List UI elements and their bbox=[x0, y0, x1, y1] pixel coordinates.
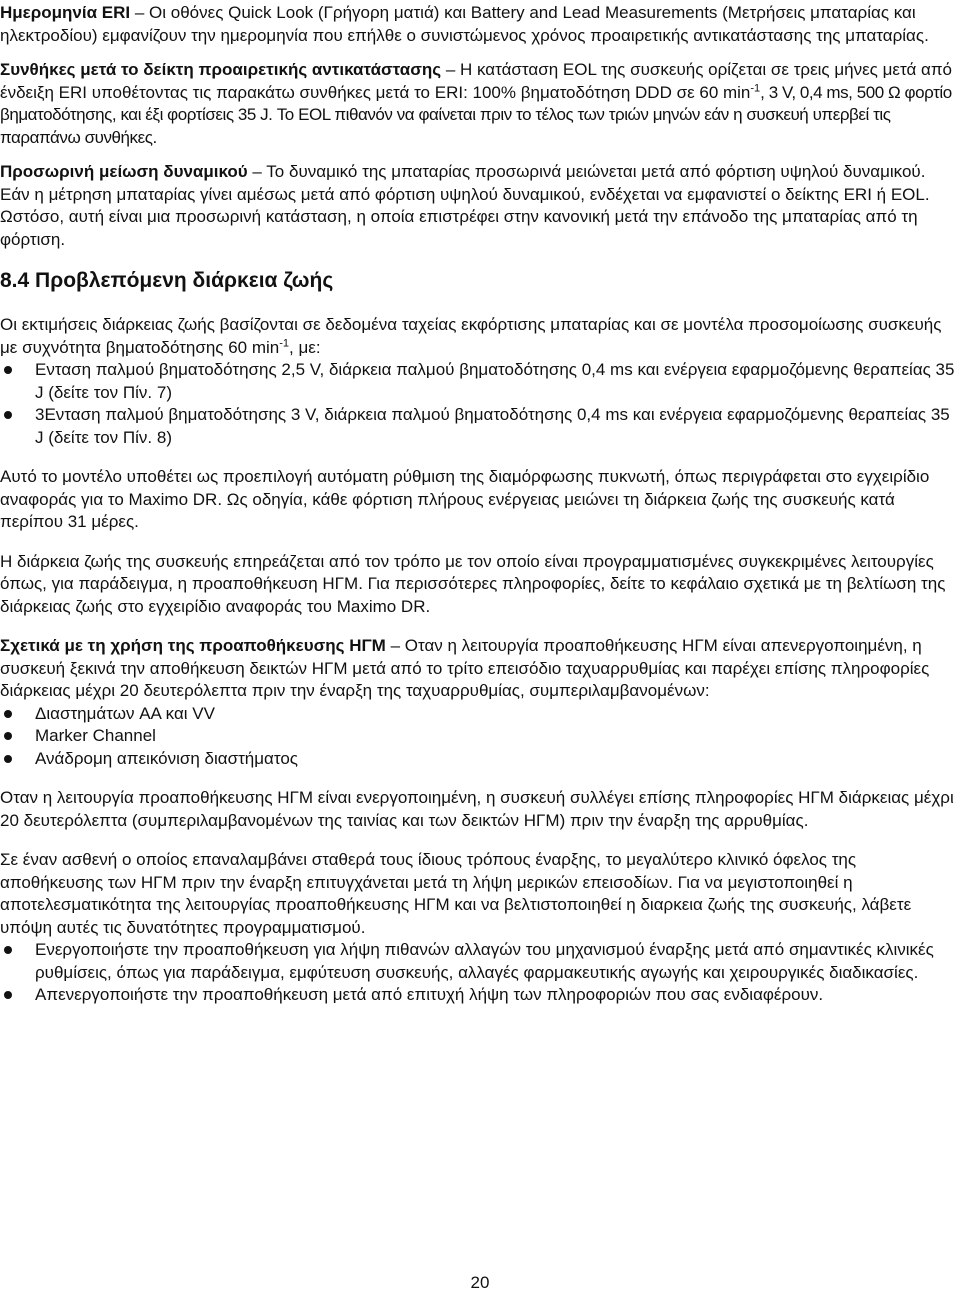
bullet-icon bbox=[4, 732, 12, 740]
bullet-icon bbox=[4, 946, 12, 954]
bullet-list-stored-items bbox=[0, 703, 958, 771]
paragraph-patient-onset: Σε έναν ασθενή ο οποίος επαναλαμβάνει σταθερά τους ίδιους τρόπους έναρξης, το μεγαλύτερο κλινικό όφελος της αποθήκευσης των ΗΓΜ πριν την έναρξη επιτυγχάνεται μετά τη λήψη μερικών επεισοδίων. Για να μεγιστοποιηθεί η αποτελεσματικότητα της λειτουργίας προαποθήκευσης ΗΓΜ και να βελτιστοποιηθεί η διαρκεια ζωής της συσκευής, λάβετε υπόψη αυτές τις δυνατότητες προγραμματισμού. bbox=[0, 850, 912, 937]
document-page bbox=[0, 2, 958, 1007]
temporary-voltage-drop-text: – Το δυναμικό της μπαταρίας προσωρινά μειώνεται μετά από φόρτιση υψηλού δυναμικού. Εάν η μέτρηση μπαταρίας γίνει αμέσως μετά από φόρτιση υψηλού δυναμικού, ενδέχεται να εμφανιστεί ο δείκτης ERI ή EOL. Ωστόσο, αυτή είναι μια προσωρινή κατάσταση, η οποία επιστρέφει στην κανονική μετά την επάνοδο της μπαταρίας από τη φόρτιση. bbox=[0, 162, 930, 249]
list-item-text: Marker Channel bbox=[35, 726, 156, 745]
estimates-text-a: Οι εκτιμήσεις διάρκειας ζωής βασίζονται σε δεδομένα ταχείας εκφόρτισης μπαταρίας και σε μοντέλα προσομοίωσης συσκευής με συχνότητα βηματοδότησης 60 min bbox=[0, 315, 942, 357]
list-item bbox=[0, 748, 958, 771]
term-egm-prestore: Σχετικά με τη χρήση της προαποθήκευσης ΗΓΜ bbox=[0, 636, 386, 655]
paragraph-model: Αυτό το μοντέλο υποθέτει ως προεπιλογή αυτόματη ρύθμιση της διαμόρφωσης πυκνωτή, όπως περιγράφεται στο εγχειρίδιο αναφοράς για το Maximo DR. Ως οδηγία, κάθε φόρτιση πλήρους ενέργειας μειώνει τη διάρκεια ζωής της συσκευής κατά περίπου 31 μέρες. bbox=[0, 467, 930, 531]
paragraph-temporary-voltage-drop bbox=[0, 161, 958, 251]
bullet-icon bbox=[4, 991, 12, 999]
superscript: -1 bbox=[750, 81, 761, 94]
page-number: 20 bbox=[470, 1273, 490, 1292]
list-item-text: Διαστημάτων AA και VV bbox=[35, 703, 215, 723]
list-item-text: 3Ενταση παλμού βηματοδότησης 3 V, διάρκεια παλμού βηματοδότησης 0,4 ms και ενέργεια εφαρμοζόμενης θεραπείας 35 J (δείτε τον Πίν. 8) bbox=[35, 405, 950, 447]
term-post-eri-conditions: Συνθήκες μετά το δείκτη προαιρετικής αντικατάστασης bbox=[0, 60, 442, 79]
eri-date-text: – Οι οθόνες Quick Look (Γρήγορη ματιά) και Battery and Lead Measurements (Μετρήσεις μπαταρίας και ηλεκτροδίου) εμφανίζουν την ημερομηνία που επήλθε ο συνιστώμενος χρόνος προαιρετικής αντικατάστασης της μπαταρίας. bbox=[0, 3, 929, 45]
list-item bbox=[0, 703, 958, 726]
estimates-text-b: , με: bbox=[289, 337, 321, 357]
bullet-list-assumptions bbox=[0, 359, 958, 449]
bullet-icon bbox=[4, 411, 12, 419]
list-item bbox=[0, 725, 958, 748]
section-title: Προβλεπόμενη διάρκεια ζωής bbox=[35, 269, 334, 292]
bullet-icon bbox=[4, 710, 12, 718]
bullet-icon bbox=[4, 366, 12, 374]
list-item bbox=[0, 984, 958, 1007]
paragraph-longevity-affected: Η διάρκεια ζωής της συσκευής επηρεάζεται από τον τρόπο με τον οποίο είναι προγραμματισμένες συγκεκριμένες λειτουργίες όπως, για παράδειγμα, η προαποθήκευση ΗΓΜ. Για περισσότερες πληροφορίες, δείτε το κεφάλαιο σχετικά με τη βελτίωση της διάρκειας ζωής στο εγχειρίδιο αναφοράς του Maximo DR. bbox=[0, 551, 946, 616]
superscript: -1 bbox=[279, 336, 290, 349]
list-item-text: Ανάδρομη απεικόνιση διαστήματος bbox=[35, 748, 299, 768]
post-eri-conditions-text-b: , 3 V, 0,4 ms, 500 Ω φορτίο βηματοδότησης, και έξι φορτίσεις 35 J. Το EOL πιθανόν να φαίνεται πριν το τέλος των τριών μηνών εάν η συσκευή υπερβεί τις παραπάνω συνθήκες. bbox=[0, 82, 952, 147]
egm-prestore-text: – Οταν η λειτουργία προαποθήκευσης ΗΓΜ είναι απενεργοποιημένη, η συσκευή ξεκινά την αποθήκευση δεικτών ΗΓΜ μετά από το τρίτο επεισόδιο ταχυαρρυθμίας και παρέχει επίσης πληροφορίες διάρκειας μέχρι 20 δευτερόλεπτα πριν την έναρξη της ταχυαρρυθμίας, συμπεριλαμβανομένων: bbox=[0, 636, 930, 700]
term-temporary-voltage-drop: Προσωρινή μείωση δυναμικού bbox=[0, 162, 248, 181]
list-item bbox=[0, 359, 958, 404]
bullet-icon bbox=[4, 755, 12, 763]
list-item bbox=[0, 939, 958, 984]
paragraph-estimates bbox=[0, 314, 958, 359]
section-heading bbox=[0, 267, 958, 295]
list-item-text: Απενεργοποιήστε την προαποθήκευση μετά από επιτυχή λήψη των πληροφοριών που σας ενδιαφέρουν. bbox=[35, 985, 824, 1004]
list-item bbox=[0, 404, 958, 449]
list-item-text: Ενεργοποιήστε την προαποθήκευση για λήψη πιθανών αλλαγών του μηχανισμού έναρξης μετά από σημαντικές κλινικές ρυθμίσεις, όπως για παράδειγμα, εμφύτευση συσκευής, αλλαγές φαρμακευτικής αγωγής και χειρουργικές διαδικασίες. bbox=[35, 940, 934, 982]
post-eri-conditions-text-a: – Η κατάσταση EOL της συσκευής ορίζεται σε τρεις μήνες μετά από ένδειξη ERI υποθέτοντας τις παρακάτω συνθήκες μετά το ERI: 100% βηματοδότηση DDD σε 60 min bbox=[0, 60, 953, 102]
term-eri-date: Ημερομηνία ERI bbox=[0, 3, 131, 22]
section-number: 8.4 bbox=[0, 269, 30, 292]
paragraph-prestore-enabled: Οταν η λειτουργία προαποθήκευσης ΗΓΜ είναι ενεργοποιημένη, η συσκευή συλλέγει επίσης πληροφορίες ΗΓΜ διάρκειας μέχρι 20 δευτερόλεπτα (συμπεριλαμβανομένων της ταινίας και των δεικτών ΗΓΜ) πριν την έναρξη της αρρυθμίας. bbox=[0, 788, 954, 830]
paragraph-post-eri-conditions bbox=[0, 59, 958, 149]
list-item-text: Ενταση παλμού βηματοδότησης 2,5 V, διάρκεια παλμού βηματοδότησης 0,4 ms και ενέργεια εφαρμοζόμενης θεραπείας 35 J (δείτε τον Πίν. 7) bbox=[35, 360, 955, 402]
paragraph-egm-prestore bbox=[0, 635, 958, 703]
paragraph-eri-date bbox=[0, 2, 958, 47]
bullet-list-programming-options bbox=[0, 939, 958, 1007]
